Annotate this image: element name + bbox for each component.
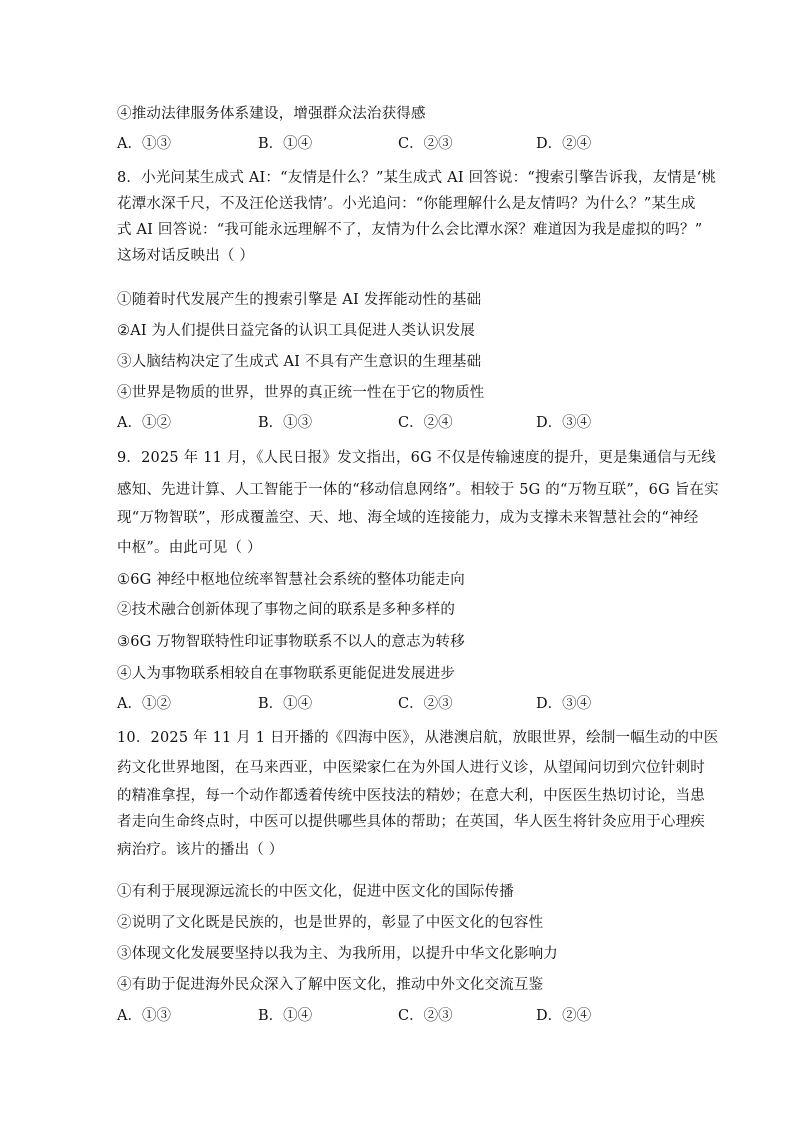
q10-item-3: ③体现文化发展要坚持以我为主、为我所用，以提升中华文化影响力	[117, 946, 558, 962]
q8-item-2: ②AI 为人们提供日益完备的认识工具促进人类认识发展	[117, 323, 476, 339]
q9-choice-c: C．②③	[398, 696, 453, 712]
q10-item-4: ④有助于促进海外民众深入了解中医文化，推动中外文化交流互鉴	[117, 977, 544, 993]
q10-choice-d: D．②④	[536, 1008, 592, 1024]
q8-stem-line-1: 8．小光问某生成式 AI：“友情是什么？”某生成式 AI 回答说：“搜索引擎告诉我，友情是‘桃	[117, 170, 717, 186]
q7-choice-a: A．①③	[117, 136, 171, 152]
q8-stem-line-3: 式 AI 回答说：“我可能永远理解不了，友情为什么会比潭水深？难道因为我是虚拟的吗？”	[117, 222, 703, 238]
q7-item-4: ④推动法律服务体系建设，增强群众法治获得感	[117, 106, 426, 122]
q8-choice-c: C．②④	[398, 415, 453, 431]
q10-choice-a: A．①③	[117, 1008, 171, 1024]
q9-item-4: ④人为事物联系相较自在事物联系更能促进发展进步	[117, 666, 456, 682]
q10-stem-line-3: 的精准拿捏，每一个动作都透着传统中医技法的精妙；在意大利，中医医生热切讨论，当患	[117, 788, 705, 804]
q9-stem-line-1: 9．2025 年 11 月，《人民日报》发文指出，6G 不仅是传输速度的提升，更是集通信与无线	[117, 450, 716, 466]
q10-stem-line-4: 者走向生命终点时，中医可以提供哪些具体的帮助；在英国，华人医生将针灸应用于心理疾	[117, 814, 705, 830]
q8-item-4: ④世界是物质的世界，世界的真正统一性在于它的物质性	[117, 385, 485, 401]
q9-item-2: ②技术融合创新体现了事物之间的联系是多种多样的	[117, 602, 456, 618]
q10-choice-b: B．①④	[258, 1008, 313, 1024]
q7-choice-d: D．②④	[536, 136, 592, 152]
q9-stem-line-3: 现“万物智联”，形成覆盖空、天、地、海全域的连接能力，成为支撑未来智慧社会的“神经	[117, 510, 699, 526]
q8-choice-a: A．①②	[117, 415, 171, 431]
q10-item-2: ②说明了文化既是民族的，也是世界的，彰显了中医文化的包容性	[117, 915, 544, 931]
q8-choice-b: B．①③	[258, 415, 313, 431]
q10-choice-c: C．②③	[398, 1008, 453, 1024]
q9-choice-a: A．①②	[117, 696, 171, 712]
q10-stem-line-2: 药文化世界地图，在马来西亚，中医梁家仁在为外国人进行义诊，从望闻问切到穴位针刺时	[117, 760, 705, 776]
q10-stem-line-1: 10．2025 年 11 月 1 日开播的《四海中医》，从港澳启航，放眼世界，绘制一幅生动的中医	[117, 730, 719, 746]
q9-choice-d: D．③④	[536, 696, 592, 712]
q10-stem-line-5: 病治疗。该片的播出（ ）	[117, 842, 284, 858]
q9-item-1: ①6G 神经中枢地位统率智慧社会系统的整体功能走向	[117, 572, 465, 588]
q8-stem-line-2: 花潭水深千尺，不及汪伦送我情’。小光追问：“你能理解什么是友情吗？为什么？”某生成	[117, 196, 696, 212]
q8-item-1: ①随着时代发展产生的搜索引擎是 AI 发挥能动性的基础	[117, 292, 482, 308]
q7-choice-c: C．②③	[398, 136, 453, 152]
q8-choice-d: D．③④	[536, 415, 592, 431]
q10-item-1: ①有利于展现源远流长的中医文化，促进中医文化的国际传播	[117, 884, 514, 900]
q8-stem-line-4: 这场对话反映出（ ）	[117, 248, 255, 264]
q7-choice-b: B．①④	[258, 136, 313, 152]
q9-item-3: ③6G 万物智联特性印证事物联系不以人的意志为转移	[117, 634, 465, 650]
q9-choice-b: B．①④	[258, 696, 313, 712]
q9-stem-line-2: 感知、先进计算、人工智能于一体的“移动信息网络”。相较于 5G 的“万物互联”，6G 旨在实	[117, 482, 719, 498]
q9-stem-line-4: 中枢”。由此可见（ ）	[117, 540, 262, 556]
q8-item-3: ③人脑结构决定了生成式 AI 不具有产生意识的生理基础	[117, 354, 482, 370]
